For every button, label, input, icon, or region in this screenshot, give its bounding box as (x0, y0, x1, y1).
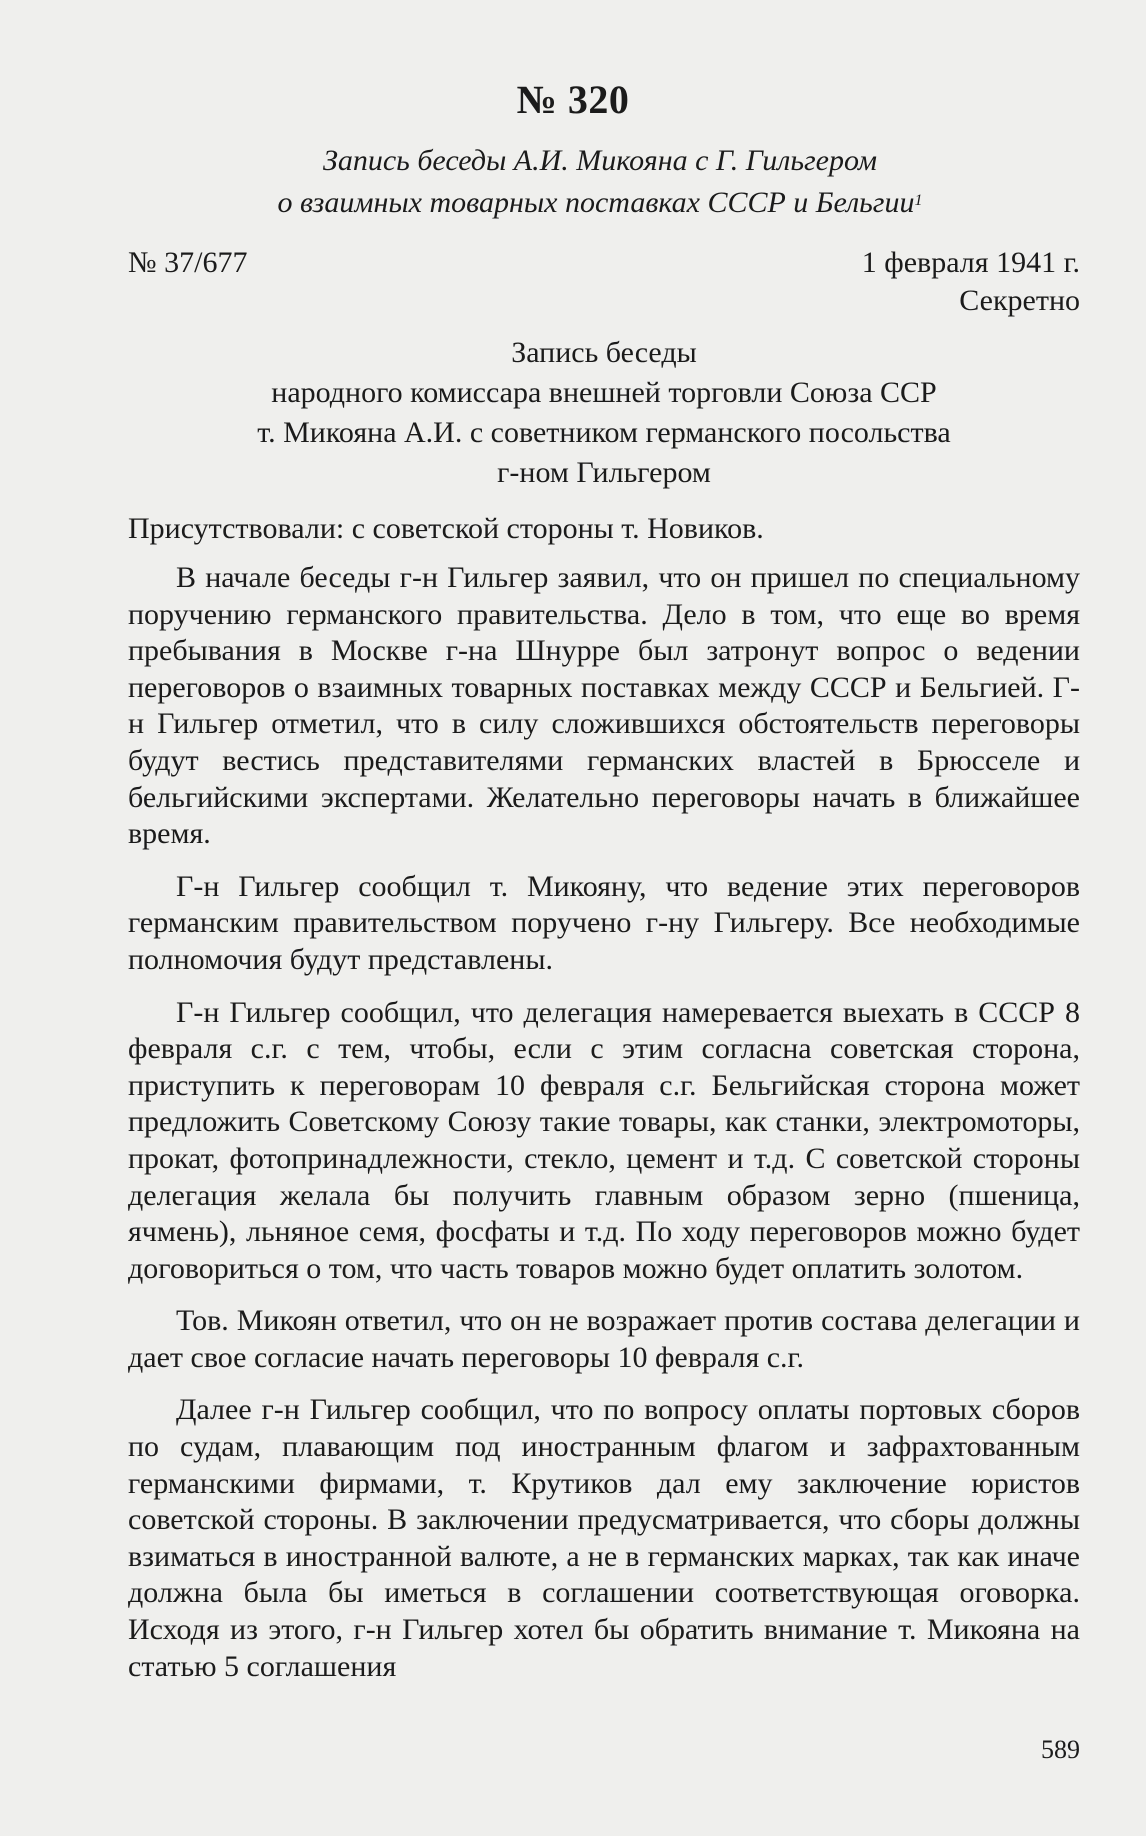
body-text (128, 560, 1080, 1701)
paragraph: Г-н Гильгер сообщил, что делегация намеревается выехать в СССР 8 февраля с.г. с тем, чтобы, если с этим согласна советская сторона, приступить к переговорам 10 февраля с.г. Бельгийская сторона может предложить Советскому Союзу такие товары, как станки, электромоторы, прокат, фотопринадлежности, стекло, цемент и т.д. С советской стороны делегация желала бы получить главным образом зерно (пшеница, ячмень), льняное семя, фосфаты и т.д. По ходу переговоров можно будет договориться о том, что часть товаров можно будет оплатить золотом. (128, 995, 1080, 1285)
registration-number: № 37/677 (128, 246, 248, 279)
paragraph: Тов. Микоян ответил, что он не возражает против состава делегации и дает свое согласие начать переговоры 10 февраля с.г. (128, 1304, 1080, 1374)
paragraph: Далее г-н Гильгер сообщил, что по вопросу оплаты портовых сборов по судам, плавающим под иностранным флагом и зафрахтованным германскими фирмами, т. Крутиков дал ему заключение юристов советской стороны. В заключении предусматривается, что сборы должны взиматься в иностранной валюте, а не в германских марках, так как иначе должна была бы иметься в соглашении соответствующая оговорка. Исходя из этого, г-н Гильгер хотел бы обратить внимание т. Микояна на статью 5 соглашения (128, 1393, 1080, 1683)
page-number: 589 (1041, 1735, 1080, 1764)
record-title-line: Запись беседы (511, 336, 697, 369)
heading-line-2 (120, 182, 1080, 224)
record-title-line: г-ном Гильгером (497, 456, 711, 489)
heading-line-1: Запись беседы А.И. Микояна с Г. Гильгером (323, 144, 877, 177)
heading-line-2-text: о взаимных товарных поставках СССР и Бельгии (277, 186, 915, 219)
footnote-marker: 1 (914, 192, 923, 209)
paragraph: В начале беседы г-н Гильгер заявил, что он пришел по специальному поручению германского правительства. Дело в том, что еще во время пребывания в Москве г-на Шнурре был затронут вопрос о ведении переговоров о взаимных товарных поставках между СССР и Бельгией. Г-н Гильгер отметил, что в силу сложившихся обстоятельств переговоры будут вестись представителями германских властей в Брюсселе и бельгийскими экспертами. Желательно переговоры начать в ближайшее время. (128, 561, 1080, 851)
document-date: 1 февраля 1941 г. (861, 246, 1080, 279)
record-title (128, 333, 1080, 493)
attendees-line: Присутствовали: с советской стороны т. Новиков. (128, 512, 764, 545)
paragraph: Г-н Гильгер сообщил т. Микояну, что ведение этих переговоров германским правительством поручено г-ну Гильгеру. Все необходимые полномочия будут представлены. (128, 869, 1080, 976)
record-title-line: народного комиссара внешней торговли Союза ССР (271, 376, 937, 409)
document-heading (120, 140, 1080, 224)
classification-mark: Секретно (959, 284, 1080, 317)
record-title-line: т. Микояна А.И. с советником германского посольства (257, 416, 951, 449)
document-number: № 320 (516, 77, 630, 122)
